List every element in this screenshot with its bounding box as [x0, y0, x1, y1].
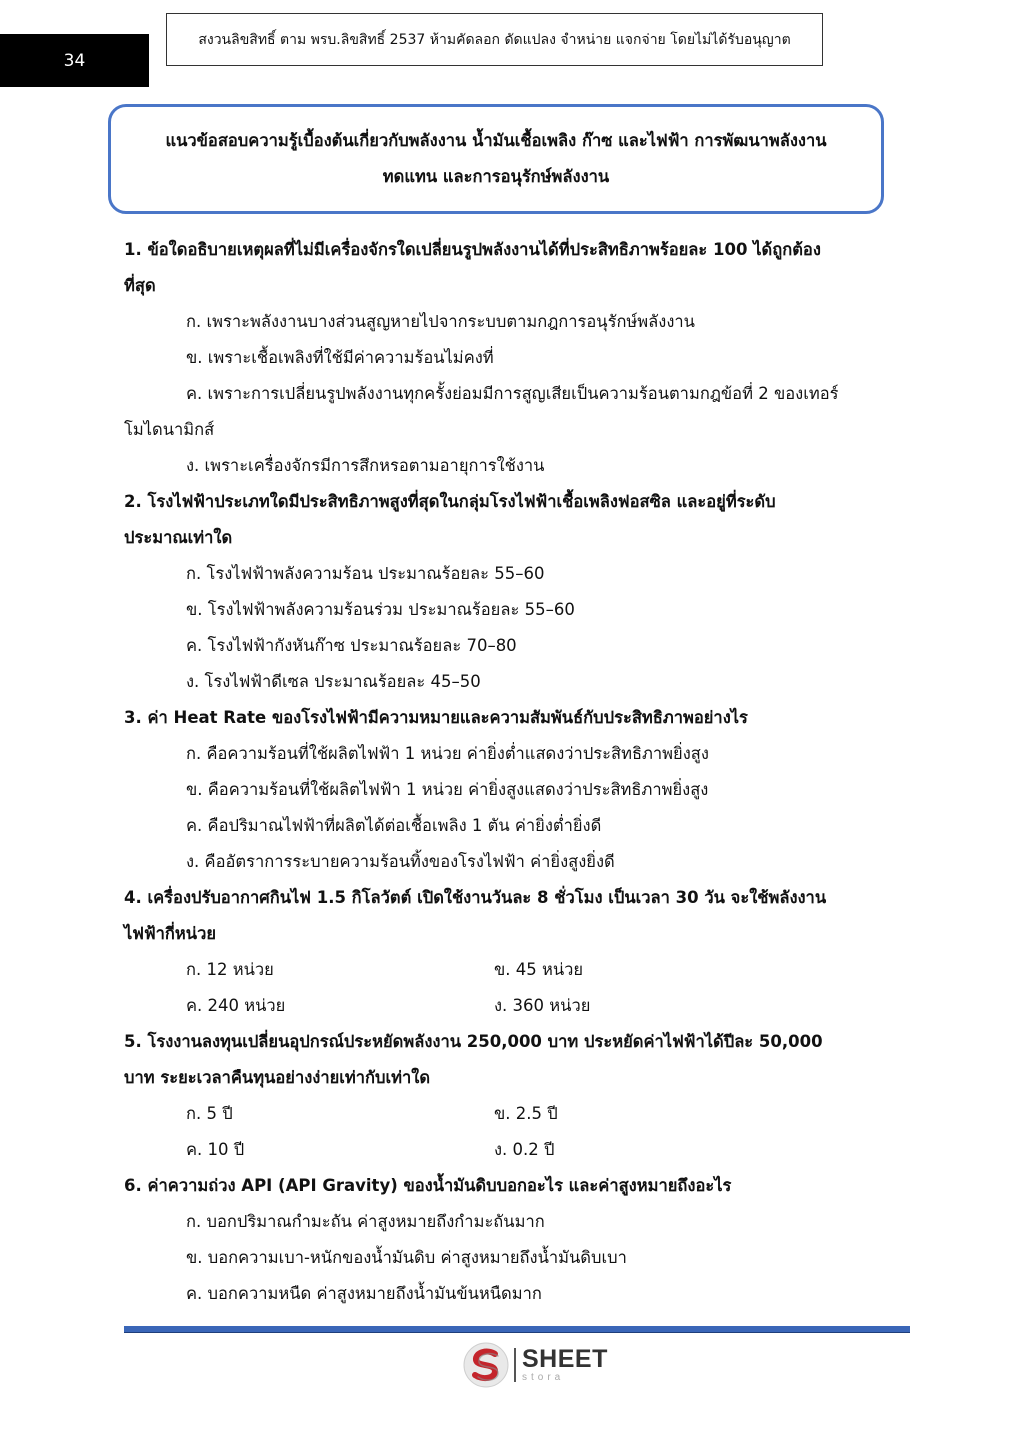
logo-word: SHEET [522, 1345, 608, 1373]
question-4-options-row-2 [124, 988, 884, 1024]
question-4-option-a: ก. 12 หน่วย [186, 960, 274, 979]
section-title-line-1: แนวข้อสอบความรู้เบื้องต้นเกี่ยวกับพลังงาน น้ำมันเชื้อเพลิง ก๊าซ และไฟฟ้า การพัฒนาพลังงาน [165, 131, 827, 150]
copyright-notice-box [166, 13, 823, 66]
question-2-option-d: ง. โรงไฟฟ้าดีเซล ประมาณร้อยละ 45–50 [186, 672, 481, 691]
question-3-option-a: ก. คือความร้อนที่ใช้ผลิตไฟฟ้า 1 หน่วย ค่ายิ่งต่ำแสดงว่าประสิทธิภาพยิ่งสูง [186, 744, 709, 763]
page-number-badge [0, 34, 149, 87]
logo-separator [514, 1348, 516, 1382]
section-title-box [108, 104, 884, 214]
logo-subword: stora [522, 1372, 565, 1383]
question-4-text: 4. เครื่องปรับอากาศกินไฟ 1.5 กิโลวัตต์ เปิดใช้งานวันละ 8 ชั่วโมง เป็นเวลา 30 วัน จะใช้พลังงาน [124, 888, 827, 907]
question-6-option-a: ก. บอกปริมาณกำมะถัน ค่าสูงหมายถึงกำมะถันมาก [186, 1212, 545, 1231]
question-1-option-c-cont: โมไดนามิกส์ [124, 420, 215, 439]
question-5-text: 5. โรงงานลงทุนเปลี่ยนอุปกรณ์ประหยัดพลังงาน 250,000 บาท ประหยัดค่าไฟฟ้าได้ปีละ 50,000 [124, 1032, 823, 1051]
page-number: 34 [63, 50, 86, 71]
question-4-options-row-1 [124, 952, 884, 988]
question-1-text: 1. ข้อใดอธิบายเหตุผลที่ไม่มีเครื่องจักรใดเปลี่ยนรูปพลังงานได้ที่ประสิทธิภาพร้อยละ 100 ได้ถูกต้อง [124, 240, 821, 259]
question-6-text: 6. ค่าความถ่วง API (API Gravity) ของน้ำมันดิบบอกอะไร และค่าสูงหมายถึงอะไร [124, 1176, 732, 1195]
footer-divider [124, 1326, 910, 1333]
question-4-option-d: ง. 360 หน่วย [494, 996, 591, 1015]
section-title-line-2: ทดแทน และการอนุรักษ์พลังงาน [382, 167, 610, 186]
logo-wordmark [522, 1347, 608, 1383]
sheetstore-logo-icon [462, 1341, 510, 1389]
question-2-text-cont: ประมาณเท่าใด [124, 528, 233, 547]
question-5-text-cont: บาท ระยะเวลาคืนทุนอย่างง่ายเท่ากับเท่าใด [124, 1068, 431, 1087]
question-1-option-c: ค. เพราะการเปลี่ยนรูปพลังงานทุกครั้งย่อมมีการสูญเสียเป็นความร้อนตามกฎข้อที่ 2 ของเทอร์ [186, 384, 839, 403]
question-2-option-c: ค. โรงไฟฟ้ากังหันก๊าซ ประมาณร้อยละ 70–80 [186, 636, 517, 655]
question-5-option-d: ง. 0.2 ปี [494, 1140, 555, 1159]
sheetstore-logo [462, 1340, 608, 1390]
question-6-option-c: ค. บอกความหนืด ค่าสูงหมายถึงน้ำมันข้นหนืดมาก [186, 1284, 542, 1303]
question-6-option-b: ข. บอกความเบา-หนักของน้ำมันดิบ ค่าสูงหมายถึงน้ำมันดิบเบา [186, 1248, 627, 1267]
question-2-option-a: ก. โรงไฟฟ้าพลังความร้อน ประมาณร้อยละ 55–60 [186, 564, 545, 583]
question-3-option-d: ง. คืออัตราการระบายความร้อนทิ้งของโรงไฟฟ้า ค่ายิ่งสูงยิ่งดี [186, 852, 615, 871]
question-2-option-b: ข. โรงไฟฟ้าพลังความร้อนร่วม ประมาณร้อยละ 55–60 [186, 600, 575, 619]
question-4-text-cont: ไฟฟ้ากี่หน่วย [124, 924, 217, 943]
question-5-option-b: ข. 2.5 ปี [494, 1104, 558, 1123]
question-5-options-row-1 [124, 1096, 884, 1132]
question-1-option-d: ง. เพราะเครื่องจักรมีการสึกหรอตามอายุการใช้งาน [186, 456, 545, 475]
question-3-option-c: ค. คือปริมาณไฟฟ้าที่ผลิตได้ต่อเชื้อเพลิง 1 ตัน ค่ายิ่งต่ำยิ่งดี [186, 816, 602, 835]
question-4-option-c: ค. 240 หน่วย [186, 996, 286, 1015]
question-1-text-cont: ที่สุด [124, 276, 156, 295]
question-1-option-b: ข. เพราะเชื้อเพลิงที่ใช้มีค่าความร้อนไม่คงที่ [186, 348, 494, 367]
question-1-option-a: ก. เพราะพลังงานบางส่วนสูญหายไปจากระบบตามกฎการอนุรักษ์พลังงาน [186, 312, 695, 331]
question-5-options-row-2 [124, 1132, 884, 1168]
question-5-option-a: ก. 5 ปี [186, 1104, 233, 1123]
question-3-text: 3. ค่า Heat Rate ของโรงไฟฟ้ามีความหมายและความสัมพันธ์กับประสิทธิภาพอย่างไร [124, 708, 748, 727]
question-3-option-b: ข. คือความร้อนที่ใช้ผลิตไฟฟ้า 1 หน่วย ค่ายิ่งสูงแสดงว่าประสิทธิภาพยิ่งสูง [186, 780, 709, 799]
question-4-option-b: ข. 45 หน่วย [494, 960, 584, 979]
copyright-notice: สงวนลิขสิทธิ์ ตาม พรบ.ลิขสิทธิ์ 2537 ห้ามคัดลอก ดัดแปลง จำหน่าย แจกจ่าย โดยไม่ได้รับอนุญาต [198, 31, 791, 48]
question-2-text: 2. โรงไฟฟ้าประเภทใดมีประสิทธิภาพสูงที่สุดในกลุ่มโรงไฟฟ้าเชื้อเพลิงฟอสซิล และอยู่ที่ระดับ [124, 492, 776, 511]
question-list [124, 232, 884, 1312]
question-5-option-c: ค. 10 ปี [186, 1140, 245, 1159]
